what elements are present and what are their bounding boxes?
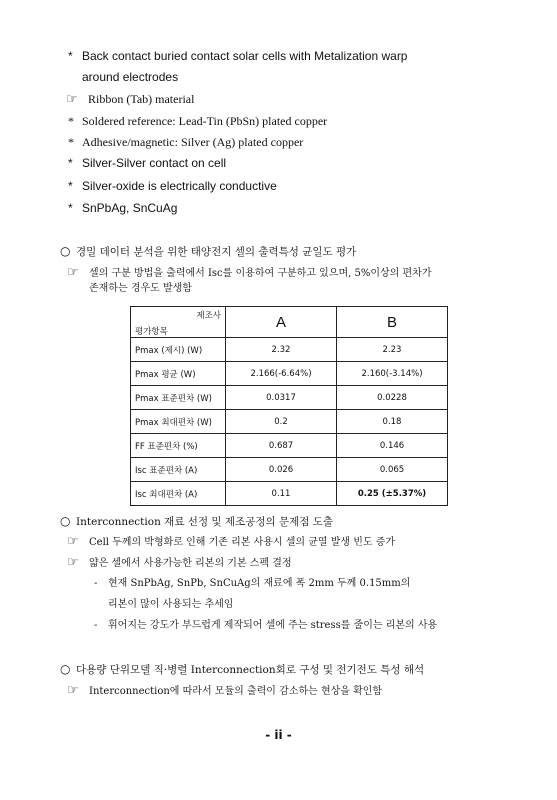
bullet-text: SnPbAg, SnCuAg	[82, 201, 178, 215]
bullet-line	[68, 113, 327, 129]
value-b: 2.23	[337, 338, 448, 362]
table-row	[131, 362, 448, 386]
sub-item	[94, 576, 410, 592]
bullet-text: Back contact buried contact solar cells with Metalization warp	[82, 49, 408, 63]
item-text: Cell 두께의 박형화로 인해 기존 리본 사용시 셀의 균열 발생 빈도 증가	[89, 537, 396, 548]
asterisk-bullet: *	[68, 156, 73, 170]
sub-item-continuation	[108, 597, 233, 613]
bullet-line	[68, 48, 407, 64]
row-label: Isc 표준편차 (A)	[131, 458, 226, 482]
value-a: 0.11	[226, 482, 337, 506]
bullet-line	[68, 134, 303, 150]
header-item: 평가항목	[135, 327, 168, 337]
bullet-line	[66, 91, 194, 108]
note-text: Interconnection에 따라서 모듈의 출력이 감소하는 현상을 확인함	[89, 686, 383, 697]
section-heading	[60, 243, 356, 260]
value-b: 0.25 (±5.37%)	[337, 482, 448, 506]
table-row	[131, 338, 448, 362]
page-number: - ii -	[265, 728, 292, 742]
section-note-continuation	[89, 281, 192, 297]
bullet-line	[68, 178, 277, 194]
value-b: 0.0228	[337, 386, 448, 410]
value-a: 0.687	[226, 434, 337, 458]
table-row	[131, 458, 448, 482]
value-a: 0.2	[226, 410, 337, 434]
section-item	[67, 534, 395, 551]
bullet-text: Adhesive/magnetic: Silver (Ag) plated copper	[82, 135, 304, 149]
value-a: 0.026	[226, 458, 337, 482]
note-text: 존재하는 경우도 발생함	[89, 283, 192, 294]
value-a: 2.166(-6.64%)	[226, 362, 337, 386]
value-a: 0.0317	[226, 386, 337, 410]
bullet-line	[68, 155, 226, 171]
bullet-text: Ribbon (Tab) material	[88, 92, 195, 106]
table-header-row	[131, 307, 448, 338]
pointing-hand-icon: ☞	[67, 534, 79, 549]
section-title: 경밀 데이터 분석을 위한 태양전지 셀의 출력특성 균일도 평가	[76, 246, 357, 258]
table-row	[131, 434, 448, 458]
bullet-continuation	[82, 69, 178, 85]
column-header-b: B	[337, 307, 448, 338]
pointing-hand-icon: ☞	[67, 683, 79, 698]
dash-bullet: -	[94, 578, 98, 589]
bullet-text: Silver-Silver contact on cell	[82, 156, 227, 170]
bullet-text: Soldered reference: Lead-Tin (PbSn) plated copper	[82, 114, 328, 128]
section-note	[67, 265, 431, 282]
value-b: 0.065	[337, 458, 448, 482]
row-label: Pmax 표준편차 (W)	[131, 386, 226, 410]
column-header-a: A	[226, 307, 337, 338]
table-row	[131, 410, 448, 434]
pointing-hand-icon: ☞	[67, 555, 79, 570]
value-b: 2.160(-3.14%)	[337, 362, 448, 386]
asterisk-bullet: *	[68, 49, 73, 63]
table-row	[131, 386, 448, 410]
row-label: FF 표준편차 (%)	[131, 434, 226, 458]
section-title: Interconnection 재료 선정 및 제조공정의 문제점 도출	[76, 516, 334, 528]
asterisk-bullet: *	[68, 135, 74, 149]
bullet-line	[68, 200, 177, 216]
cell-spec-table	[130, 306, 448, 506]
value-b: 0.18	[337, 410, 448, 434]
row-label: Isc 최대편차 (A)	[131, 482, 226, 506]
section-item	[67, 555, 292, 572]
circle-bullet-icon: ○	[60, 662, 71, 676]
sub-item	[94, 618, 437, 634]
circle-bullet-icon: ○	[60, 514, 71, 528]
section-heading	[60, 661, 424, 678]
bullet-text: Silver-oxide is electrically conductive	[82, 179, 277, 193]
table-row	[131, 482, 448, 506]
bullet-text: around electrodes	[82, 70, 179, 84]
value-b: 0.146	[337, 434, 448, 458]
circle-bullet-icon: ○	[60, 244, 71, 258]
pointing-hand-icon: ☞	[67, 265, 79, 280]
sub-item-text: 휘어지는 강도가 부드럽게 제작되어 셀에 주는 stress를 줄이는 리본의 사용	[108, 620, 438, 631]
section-title: 다용량 단위모델 직·병렬 Interconnection회로 구성 및 전기전도 특성 해석	[76, 664, 425, 676]
row-label: Pmax 최대편차 (W)	[131, 410, 226, 434]
dash-bullet: -	[94, 620, 98, 631]
value-a: 2.32	[226, 338, 337, 362]
sub-item-text: 현재 SnPbAg, SnPb, SnCuAg의 재료에 폭 2mm 두께 0.15mm의	[108, 578, 411, 589]
table-corner-header	[131, 307, 226, 338]
section-note	[67, 683, 382, 700]
row-label: Pmax 평균 (W)	[131, 362, 226, 386]
sub-item-text: 리본이 많이 사용되는 추세임	[108, 599, 234, 610]
note-text: 셀의 구분 방법을 출력에서 Isc를 이용하여 구분하고 있으며, 5%이상의 편차가	[89, 268, 432, 279]
row-label: Pmax (제시) (W)	[131, 338, 226, 362]
item-text: 얇은 셀에서 사용가능한 리본의 기본 스펙 결정	[89, 558, 292, 569]
section-heading	[60, 513, 333, 530]
pointing-hand-icon: ☞	[66, 92, 78, 107]
asterisk-bullet: *	[68, 179, 73, 193]
asterisk-bullet: *	[68, 201, 73, 215]
asterisk-bullet: *	[68, 114, 74, 128]
header-manufacturer: 제조사	[196, 311, 221, 321]
